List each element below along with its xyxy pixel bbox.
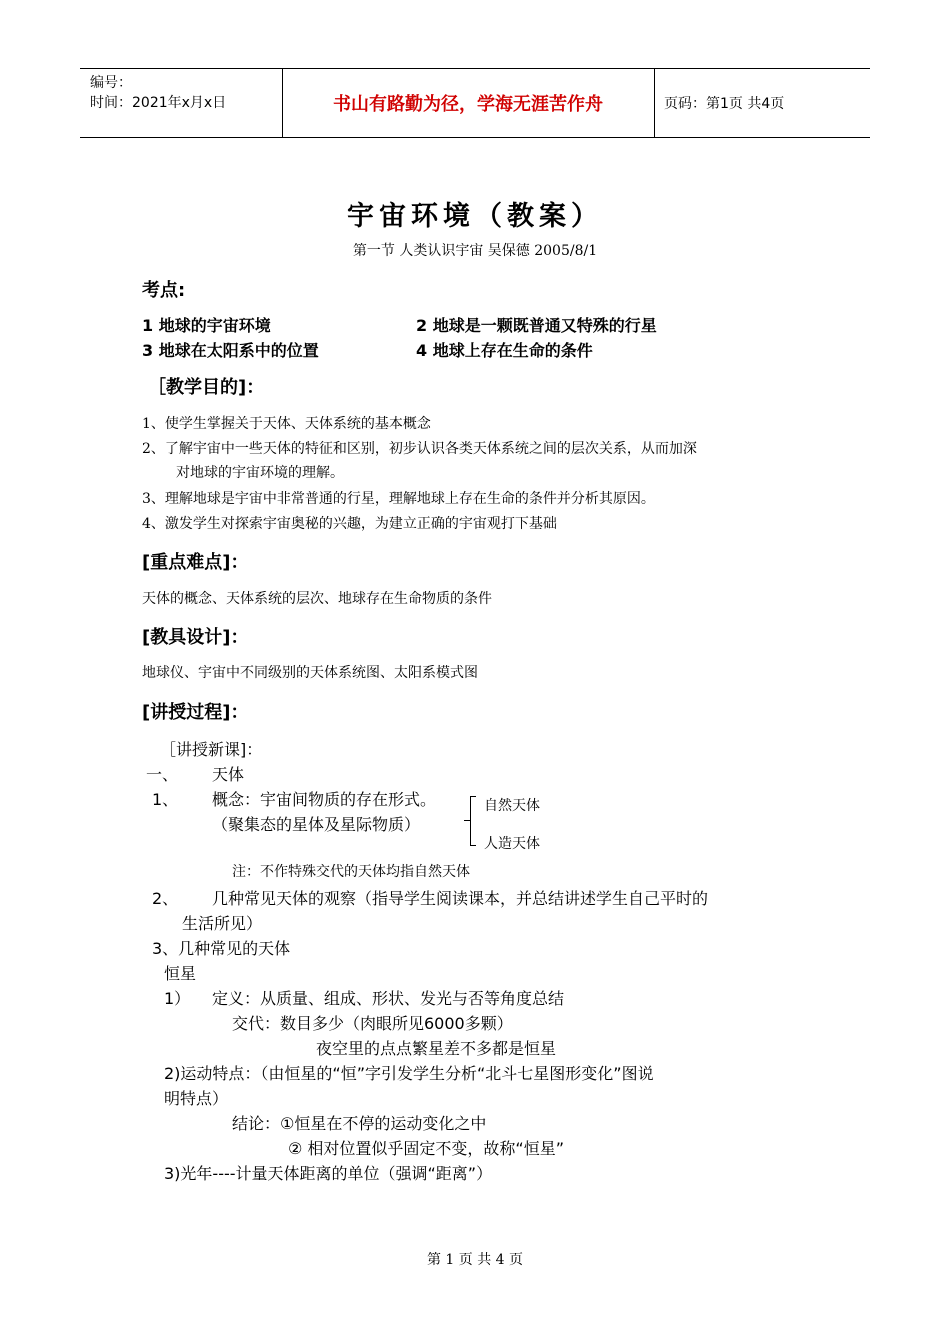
brace-label-natural: 自然天体 [484,798,540,814]
goals-heading: ［教学目的]： [148,377,265,398]
conclusion-1: 结论：①恒星在不停的运动变化之中 [232,1114,487,1133]
common-bodies-heading: 3、几种常见的天体 [152,939,291,958]
section-number: 一、 [146,765,179,784]
note-text: 注：不作特殊交代的天体均指自然天体 [232,864,470,880]
motion-continued: 明特点） [164,1089,229,1108]
header-motto: 书山有路勤为径，学海无涯苦作舟 [333,94,603,115]
document-subtitle: 第一节 人类认识宇宙 吴保德 2005/8/1 [352,243,598,259]
definition-text: 定义：从质量、组成、形状、发光与否等角度总结 [212,989,565,1008]
tools-text: 地球仪、宇宙中不同级别的天体系统图、太阳系模式图 [142,665,478,681]
star-heading: 恒星 [164,964,197,983]
concept-subtext: （聚集态的星体及星际物质） [212,815,421,834]
date-label: 时间：2021年x月x日 [90,95,227,111]
goal-item: 4、激发学生对探索宇宙奥秘的兴趣，为建立正确的宇宙观打下基础 [142,516,557,532]
kaodian-item: 1 地球的宇宙环境 [142,316,271,335]
keypoints-text: 天体的概念、天体系统的层次、地球存在生命物质的条件 [142,591,492,607]
document-title: 宇宙环境（教案） [347,201,603,232]
definition-note: 交代：数目多少（肉眼所见6000多颗） [232,1014,513,1033]
page-footer: 第 1 页 共 4 页 [426,1252,524,1268]
definition-note-2: 夜空里的点点繁星差不多都是恒星 [316,1039,557,1058]
conclusion-2: ② 相对位置似乎固定不变，故称“恒星” [288,1139,565,1158]
kaodian-item: 4 地球上存在生命的条件 [416,341,593,360]
observation-continued: 生活所见） [182,914,263,933]
item-number: 1、 [152,790,179,809]
header-table [80,68,870,138]
classification-brace-tip [464,820,471,821]
process-heading: [讲授过程]： [142,702,249,723]
header-page-label: 页码：第1页 共4页 [664,96,785,112]
goal-item: 2、了解宇宙中一些天体的特征和区别，初步认识各类天体系统之间的层次关系，从而加深 [142,441,697,457]
goal-item-continued: 对地球的宇宙环境的理解。 [176,465,344,481]
header-left [90,73,226,113]
kaodian-heading: 考点: [142,280,186,301]
tools-heading: [教具设计]： [142,627,249,648]
number-label: 编号： [90,75,132,91]
brace-label-artificial: 人造天体 [484,836,540,852]
item-number: 1） [164,989,191,1008]
item-number: 2、 [152,889,179,908]
keypoints-heading: [重点难点]： [142,552,249,573]
header-divider [654,69,655,137]
concept-text: 概念：宇宙间物质的存在形式。 [212,790,437,809]
goal-item: 3、理解地球是宇宙中非常普通的行星，理解地球上存在生命的条件并分析其原因。 [142,491,655,507]
observation-text: 几种常见天体的观察（指导学生阅读课本，并总结讲述学生自己平时的 [212,889,709,908]
goal-item: 1、使学生掌握关于天体、天体系统的基本概念 [142,416,431,432]
light-year-text: 3)光年----计量天体距离的单位（强调“距离”） [164,1164,493,1183]
section-title: 天体 [212,765,245,784]
kaodian-item: 3 地球在太阳系中的位置 [142,341,319,360]
kaodian-item: 2 地球是一颗既普通又特殊的行星 [416,316,657,335]
new-lesson-label: ［讲授新课]： [160,740,263,759]
motion-text: 2)运动特点：（由恒星的“恒”字引发学生分析“北斗七星图形变化”图说 [164,1064,654,1083]
classification-brace [470,796,479,846]
